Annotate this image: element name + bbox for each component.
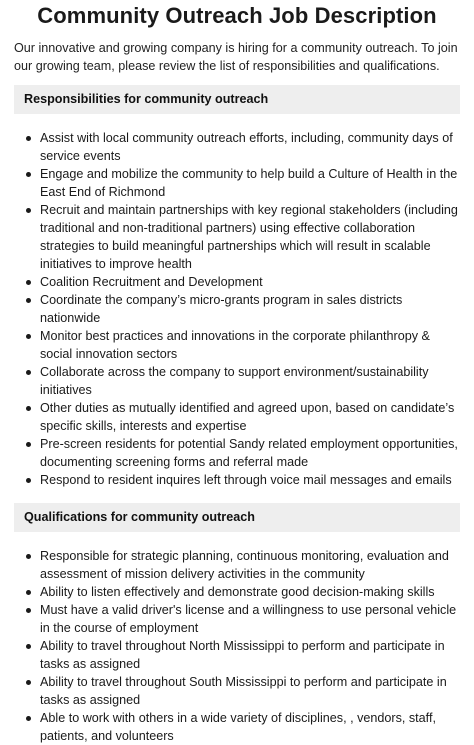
list-item: [14, 273, 460, 291]
list-item-text: Must have a valid driver's license and a willingness to use personal vehicle in the course of employment: [40, 603, 457, 635]
list-item: [14, 471, 460, 489]
list-item: [14, 637, 460, 673]
responsibilities-list: [14, 129, 460, 489]
list-item-text: Other duties as mutually identified and agreed upon, based on candidate’s specific skills, interests and expertise: [40, 401, 455, 433]
bullet-icon: [26, 136, 31, 141]
list-item-text: Pre-screen residents for potential Sandy related employment opportunities, documenting screening forms and referral made: [40, 437, 458, 469]
bullet-icon: [26, 208, 31, 213]
list-item-text: Respond to resident inquires left through voice mail messages and emails: [40, 473, 452, 487]
list-item: [14, 165, 460, 201]
responsibilities-header: Responsibilities for community outreach: [14, 85, 460, 114]
bullet-icon: [26, 280, 31, 285]
bullet-icon: [26, 442, 31, 447]
bullet-icon: [26, 478, 31, 483]
qualifications-header: Qualifications for community outreach: [14, 503, 460, 532]
list-item: [14, 363, 460, 399]
bullet-icon: [26, 334, 31, 339]
list-item: [14, 435, 460, 471]
bullet-icon: [26, 370, 31, 375]
list-item: [14, 583, 460, 601]
bullet-icon: [26, 298, 31, 303]
bullet-icon: [26, 644, 31, 649]
list-item-text: Recruit and maintain partnerships with key regional stakeholders (including traditional and non-traditional partners) using effective collaboration strategies to build meaningful partnerships which will result in scalable initiatives to improve health: [40, 203, 458, 271]
qualifications-list: [14, 547, 460, 745]
list-item-text: Ability to listen effectively and demonstrate good decision-making skills: [40, 585, 435, 599]
list-item-text: Able to work with others in a wide variety of disciplines, , vendors, staff, patients, and volunteers: [40, 711, 436, 743]
list-item-text: Responsible for strategic planning, continuous monitoring, evaluation and assessment of mission delivery activities in the community: [40, 549, 449, 581]
list-item: [14, 673, 460, 709]
bullet-icon: [26, 608, 31, 613]
bullet-icon: [26, 716, 31, 721]
bullet-icon: [26, 406, 31, 411]
list-item-text: Collaborate across the company to support environment/sustainability initiatives: [40, 365, 429, 397]
bullet-icon: [26, 172, 31, 177]
list-item: [14, 709, 460, 745]
page-title: Community Outreach Job Description: [37, 3, 437, 28]
list-item-text: Coordinate the company’s micro-grants program in sales districts nationwide: [40, 293, 403, 325]
list-item-text: Engage and mobilize the community to help build a Culture of Health in the East End of Richmond: [40, 167, 458, 199]
list-item: [14, 129, 460, 165]
list-item-text: Coalition Recruitment and Development: [40, 275, 263, 289]
list-item-text: Monitor best practices and innovations in the corporate philanthropy & social innovation sectors: [40, 329, 430, 361]
list-item-text: Ability to travel throughout South Mississippi to perform and participate in tasks as assigned: [40, 675, 447, 707]
list-item: [14, 327, 460, 363]
bullet-icon: [26, 590, 31, 595]
bullet-icon: [26, 680, 31, 685]
list-item: [14, 601, 460, 637]
intro-paragraph: Our innovative and growing company is hiring for a community outreach. To join our growing team, please review the list of responsibilities and qualifications.: [14, 41, 458, 73]
list-item-text: Ability to travel throughout North Mississippi to perform and participate in tasks as assigned: [40, 639, 445, 671]
list-item: [14, 547, 460, 583]
list-item: [14, 399, 460, 435]
list-item: [14, 291, 460, 327]
bullet-icon: [26, 554, 31, 559]
list-item-text: Assist with local community outreach efforts, including, community days of service events: [40, 131, 453, 163]
list-item: [14, 201, 460, 273]
